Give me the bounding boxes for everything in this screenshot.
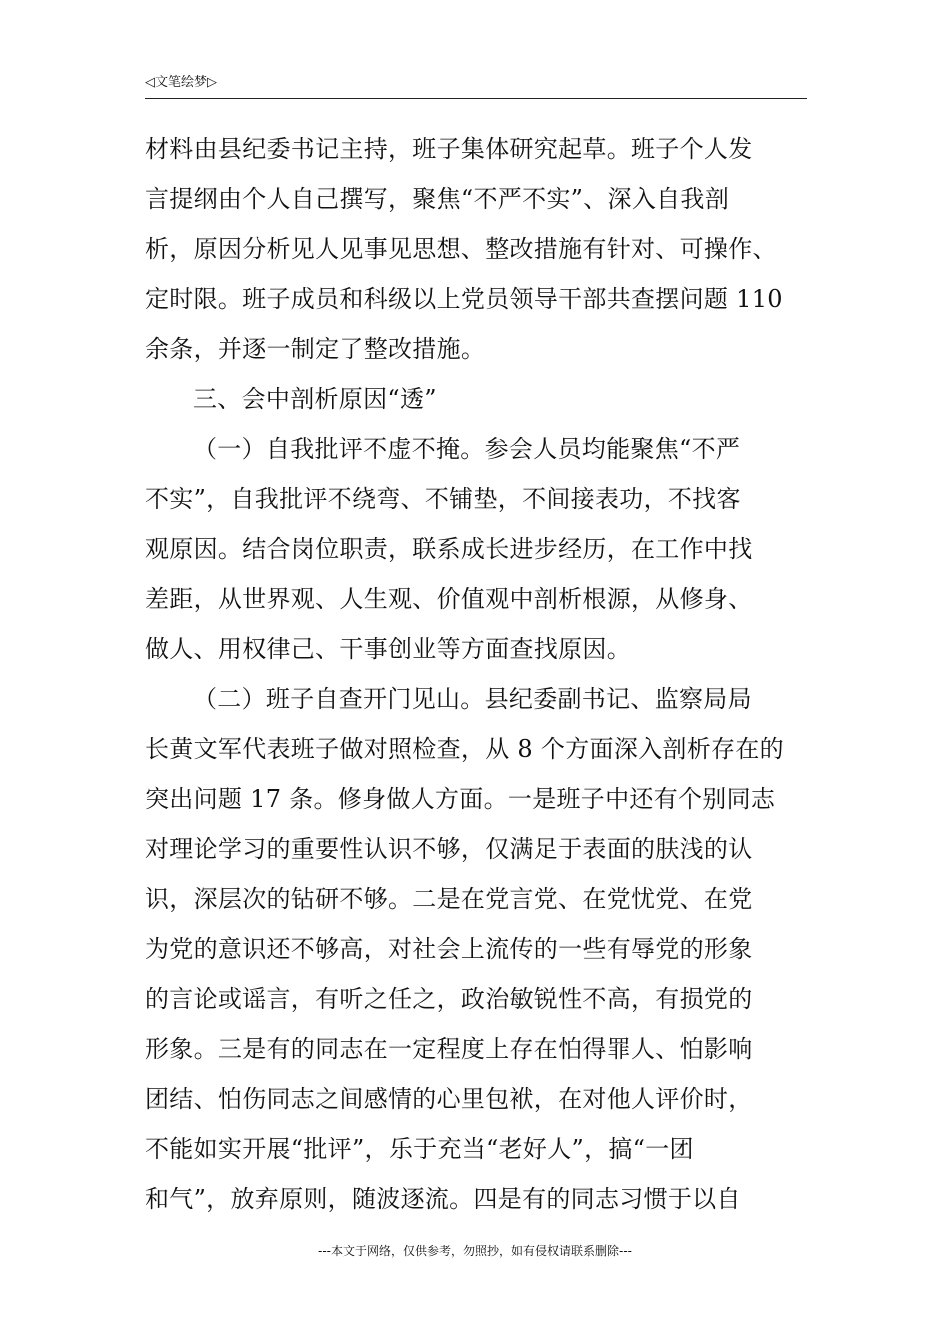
body-line: 余条，并逐一制定了整改措施。 xyxy=(145,335,486,363)
body-line: 析，原因分析见人见事见思想、整改措施有针对、可操作、 xyxy=(145,235,777,263)
body-line: 的言论或谣言，有听之任之，政治敏锐性不高，有损党的 xyxy=(145,985,753,1013)
page-footer: ---本文于网络，仅供参考，勿照抄，如有侵权请联系删除--- xyxy=(318,1244,632,1258)
body-line: 观原因。结合岗位职责，联系成长进步经历，在工作中找 xyxy=(145,535,753,563)
body-line: 差距，从世界观、人生观、价值观中剖析根源，从修身、 xyxy=(145,585,753,613)
body-line: 长黄文军代表班子做对照检查，从 8 个方面深入剖析存在的 xyxy=(145,735,784,763)
body-line: 突出问题 17 条。修身做人方面。一是班子中还有个别同志 xyxy=(145,785,776,813)
body-line: 不能如实开展“批评”，乐于充当“老好人”，搞“一团 xyxy=(145,1135,694,1163)
body-line: 材料由县纪委书记主持，班子集体研究起草。班子个人发 xyxy=(145,135,753,163)
body-line: 对理论学习的重要性认识不够，仅满足于表面的肤浅的认 xyxy=(145,835,753,863)
body-line: 定时限。班子成员和科级以上党员领导干部共查摆问题 110 xyxy=(145,285,783,313)
subsection-heading: （二）班子自查开门见山。县纪委副书记、监察局局 xyxy=(193,685,752,713)
body-line: 为党的意识还不够高，对社会上流传的一些有辱党的形象 xyxy=(145,935,753,963)
subsection-heading: （一）自我批评不虚不掩。参会人员均能聚焦“不严 xyxy=(193,435,741,463)
body-line: 做人、用权律己、干事创业等方面查找原因。 xyxy=(145,635,631,663)
body-line: 形象。三是有的同志在一定程度上存在怕得罪人、怕影响 xyxy=(145,1035,753,1063)
section-heading: 三、会中剖析原因“透” xyxy=(193,385,437,413)
header-title: ◁文笔绘梦▷ xyxy=(145,75,217,90)
body-line: 和气”，放弃原则，随波逐流。四是有的同志习惯于以自 xyxy=(145,1185,741,1213)
page-header xyxy=(145,74,807,99)
body-line: 识，深层次的钻研不够。二是在党言党、在党忧党、在党 xyxy=(145,885,753,913)
body-line: 不实”，自我批评不绕弯、不铺垫，不间接表功，不找客 xyxy=(145,485,741,513)
body-line: 团结、怕伤同志之间感情的心里包袱，在对他人评价时， xyxy=(145,1085,753,1113)
document-body xyxy=(145,124,809,1224)
body-line: 言提纲由个人自己撰写，聚焦“不严不实”、深入自我剖 xyxy=(145,185,730,213)
